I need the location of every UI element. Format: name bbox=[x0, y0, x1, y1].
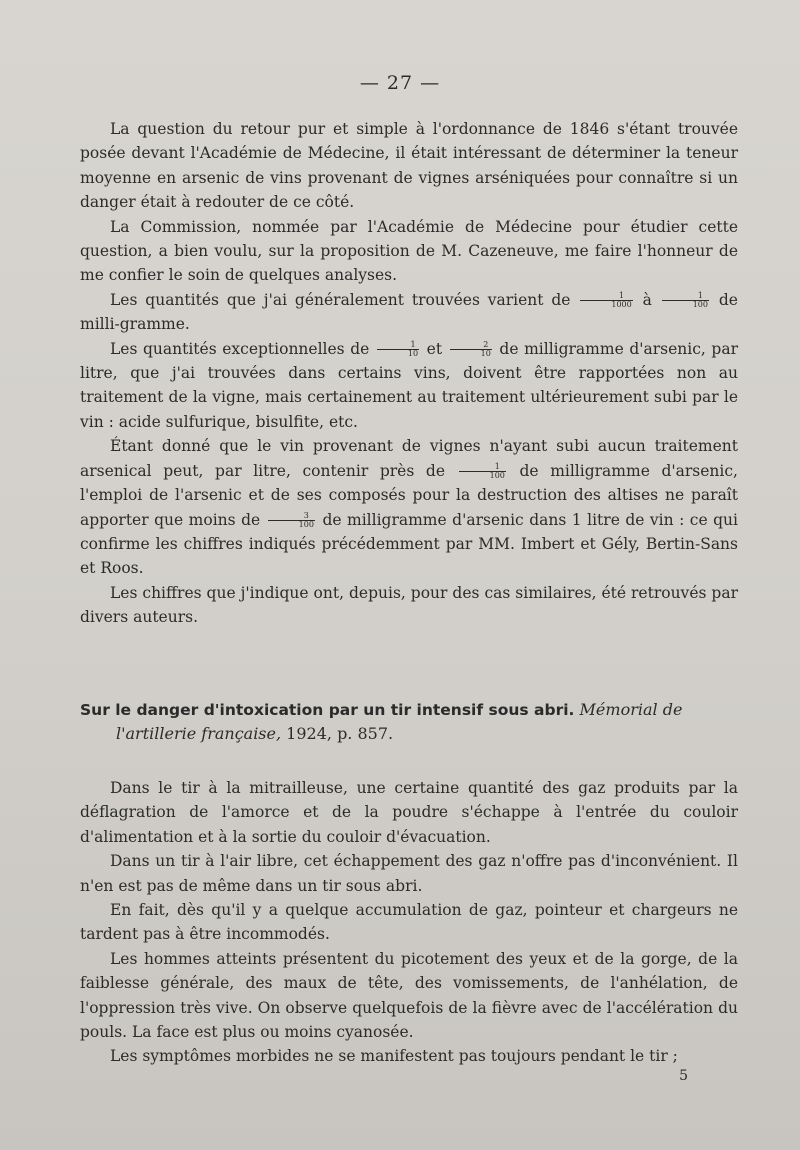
fraction bbox=[580, 292, 632, 309]
section-arsenic-text bbox=[80, 117, 738, 630]
article-journal-name: l'artillerie française, bbox=[116, 724, 282, 743]
article-heading bbox=[80, 698, 738, 746]
paragraph: La question du retour pur et simple à l'ordonnance de 1846 s'étant trouvée posée devant l'Académie de Médecine, il était intéressant de déterminer la teneur moyenne en arsenic de vins provenant de vignes arséniquées pour connaître si un danger était à redouter de ce côté. bbox=[80, 120, 738, 212]
fraction-denominator: 100 bbox=[298, 520, 314, 529]
text-run: Les quantités exceptionnelles de bbox=[110, 339, 370, 358]
fraction bbox=[459, 463, 506, 480]
fraction bbox=[377, 341, 419, 358]
paragraph: Les symptômes morbides ne se manifestent pas toujours pendant le tir ; bbox=[110, 1047, 678, 1066]
page-number: — 27 — bbox=[359, 72, 441, 94]
fraction-numerator: 2 bbox=[450, 341, 492, 350]
text-run: de milligramme d'arsenic, par litre, que j'ai trouvées dans certains vins, doivent être rapportées non au traitement de la vigne, mais certainement au traitement ultérieurement subi par le vin : acide sulfurique, bisulfite, etc. bbox=[80, 339, 738, 431]
fraction-denominator: 10 bbox=[480, 349, 491, 359]
paragraph bbox=[80, 337, 738, 435]
paragraph: Les hommes atteints présentent du picotement des yeux et de la gorge, de la faiblesse générale, des maux de tête, des vomissements, de l'anhélation, de l'oppression très vive. On observe quelquefois de la fièvre avec de l'accélération du pouls. La face est plus ou moins cyanosée. bbox=[80, 949, 738, 1042]
fraction-denominator: 100 bbox=[692, 300, 708, 310]
fraction-numerator: 1 bbox=[459, 463, 506, 472]
text-run: de milligramme d'arsenic, l'emploi de l'arsenic et de ses composés pour la destruction des altises ne paraît apporter que moins de bbox=[80, 461, 738, 529]
text-run: de milligramme d'arsenic dans 1 litre de vin : ce qui confirme les chiffres indiqués précédemment par MM. Imbert et Gély, Bertin-Sans et Roos. bbox=[80, 510, 738, 578]
fraction bbox=[268, 512, 315, 529]
paragraph: La Commission, nommée par l'Académie de Médecine pour étudier cette question, a bien voulu, sur la proposition de M. Cazeneuve, me faire l'honneur de me confier le soin de quelques analyses. bbox=[80, 217, 738, 285]
article-journal: Mémorial de bbox=[579, 700, 683, 719]
paragraph: Les chiffres que j'indique ont, depuis, pour des cas similaires, été retrouvés par divers auteurs. bbox=[80, 583, 738, 627]
paragraph: Dans un tir à l'air libre, cet échappement des gaz n'offre pas d'inconvénient. Il n'en est pas de même dans un tir sous abri. bbox=[80, 852, 738, 895]
article-source-line bbox=[80, 722, 738, 746]
fraction-denominator: 10 bbox=[407, 349, 419, 359]
fraction-numerator: 1 bbox=[377, 341, 419, 350]
section-intoxication-text bbox=[80, 776, 738, 1069]
paragraph bbox=[80, 288, 738, 337]
fraction-numerator: 3 bbox=[268, 512, 315, 521]
article-source-details: 1924, p. 857. bbox=[286, 724, 394, 743]
paragraph: En fait, dès qu'il y a quelque accumulation de gaz, pointeur et chargeurs ne tardent pas à être incommodés. bbox=[80, 901, 738, 944]
article-title: Sur le danger d'intoxication par un tir intensif sous abri. bbox=[80, 701, 575, 719]
fraction-denominator: 100 bbox=[489, 471, 505, 481]
text-run: Les quantités que j'ai généralement trouvées varient de bbox=[110, 290, 571, 309]
fraction-numerator: 1 bbox=[662, 292, 709, 301]
paragraph bbox=[80, 434, 738, 580]
signature-mark: 5 bbox=[679, 1068, 688, 1084]
fraction-denominator: 1000 bbox=[611, 300, 632, 310]
fraction-numerator: 1 bbox=[580, 292, 632, 301]
text-run: à bbox=[642, 290, 652, 309]
fraction bbox=[662, 292, 709, 309]
text-run: de milli-gramme. bbox=[80, 290, 738, 334]
fraction bbox=[450, 341, 492, 358]
paragraph: Dans le tir à la mitrailleuse, une certaine quantité des gaz produits par la déflagration de l'amorce et de la poudre s'échappe à l'entrée du couloir d'alimentation et à la sortie du couloir d'évacuation. bbox=[80, 779, 738, 846]
text-run: et bbox=[426, 339, 443, 358]
text-run: Étant donné que le vin provenant de vignes n'ayant subi aucun traitement arsenical peut, par litre, contenir près de bbox=[80, 437, 738, 480]
